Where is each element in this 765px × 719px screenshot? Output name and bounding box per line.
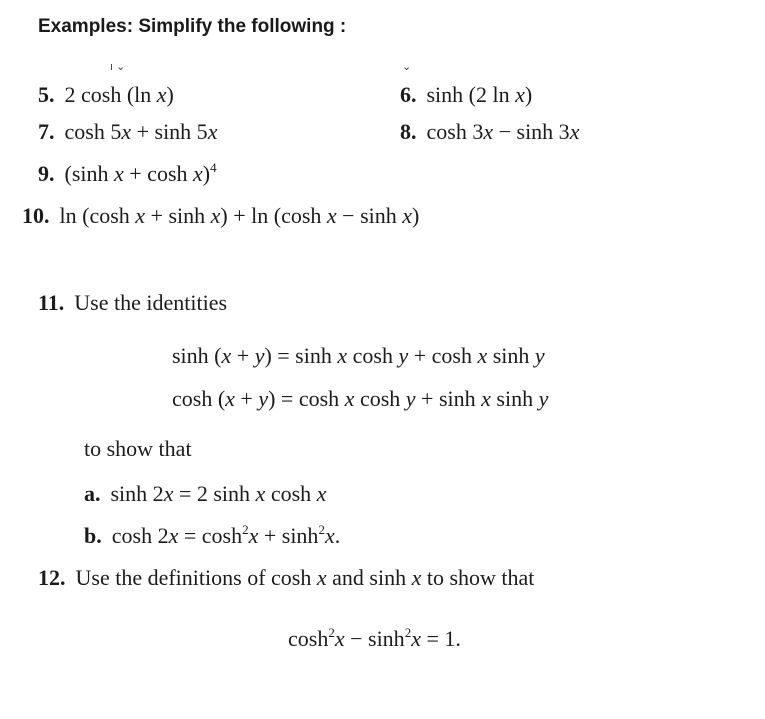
problem-11-intro xyxy=(38,292,227,314)
var-x: x xyxy=(316,481,327,506)
expr-text: ) = cosh xyxy=(268,386,345,411)
expr-text: + sinh xyxy=(145,203,211,228)
pen-mark-right: ⌄ xyxy=(402,61,412,73)
expr-text: ) xyxy=(412,203,420,228)
expr-text: ) xyxy=(524,82,533,107)
var-y: y xyxy=(405,386,416,411)
problem-number: 8. xyxy=(400,119,417,144)
exponent: 2 xyxy=(404,625,412,640)
expr-text: cosh xyxy=(347,343,399,368)
var-x: x xyxy=(121,119,132,144)
expr-text: (sinh xyxy=(64,161,114,186)
expr-text: + sinh xyxy=(258,523,319,548)
page-heading: Examples: Simplify the following : xyxy=(38,16,347,37)
var-x: x xyxy=(411,565,422,590)
exponent: 2 xyxy=(242,522,249,537)
var-x: x xyxy=(344,386,355,411)
var-x: x xyxy=(481,386,491,411)
var-y: y xyxy=(398,343,409,368)
expr-text: + xyxy=(234,386,259,411)
pen-mark-left: ı ⌄ xyxy=(110,61,126,73)
expr-text: + cosh xyxy=(123,161,193,186)
expr-text: cosh ( xyxy=(172,386,226,411)
expr-text: cosh 3 xyxy=(426,119,484,144)
problem-number: 7. xyxy=(38,119,55,144)
problem-7 xyxy=(38,121,217,143)
identity-cosh xyxy=(172,388,548,410)
var-y: y xyxy=(254,343,265,368)
intro-text: Use the identities xyxy=(74,290,228,315)
var-x: x xyxy=(248,523,259,548)
problem-number: 5. xyxy=(38,82,55,107)
exponent: 2 xyxy=(328,625,335,640)
part-a xyxy=(84,483,326,505)
problem-number: 9. xyxy=(38,161,55,186)
var-x: x xyxy=(515,82,525,107)
identity-result xyxy=(288,625,461,651)
var-y: y xyxy=(258,386,269,411)
expr-text: 2 cosh (ln xyxy=(64,82,157,107)
var-x: x xyxy=(114,161,124,186)
expr-text: − sinh xyxy=(344,626,405,651)
problem-12 xyxy=(38,567,534,589)
var-x: x xyxy=(326,203,337,228)
exponent: 2 xyxy=(318,522,325,537)
expr-text: + xyxy=(231,343,255,368)
problem-6 xyxy=(400,84,532,106)
expr-text: and sinh xyxy=(326,565,412,590)
var-x: x xyxy=(193,161,203,186)
expr-text: cosh xyxy=(288,626,329,651)
expr-text: Use the definitions of cosh xyxy=(75,565,317,590)
var-x: x xyxy=(324,523,335,548)
expr-text: − sinh xyxy=(336,203,403,228)
expr-text: sinh ( xyxy=(172,343,222,368)
show-that-text: to show that xyxy=(84,436,192,461)
expr-text: = cosh xyxy=(178,523,243,548)
expr-text: = 1. xyxy=(420,626,461,651)
var-x: x xyxy=(156,82,167,107)
var-x: x xyxy=(334,626,345,651)
var-x: x xyxy=(221,343,232,368)
var-x: x xyxy=(483,119,494,144)
expr-text: ) + ln (cosh xyxy=(220,203,327,228)
problem-number: 11. xyxy=(38,290,65,315)
expr-text: cosh xyxy=(354,386,406,411)
expr-text: = 2 sinh xyxy=(173,481,256,506)
problem-number: 10. xyxy=(22,203,50,228)
expr-text: sinh xyxy=(490,386,539,411)
problem-8 xyxy=(400,121,579,143)
expr-text: + cosh xyxy=(408,343,478,368)
var-x: x xyxy=(207,119,218,144)
expr-text: cosh 5 xyxy=(64,119,122,144)
exponent: 4 xyxy=(210,160,217,175)
problem-9 xyxy=(38,160,217,186)
part-label: b. xyxy=(84,523,102,548)
problem-number: 6. xyxy=(400,82,417,107)
expr-text: cosh 2 xyxy=(111,523,169,548)
problem-number: 12. xyxy=(38,565,66,590)
problem-10 xyxy=(22,205,419,227)
var-x: x xyxy=(411,626,421,651)
var-y: y xyxy=(538,386,549,411)
expr-text: ) xyxy=(166,82,174,107)
part-label: a. xyxy=(84,481,101,506)
expr-text: ) = sinh xyxy=(264,343,338,368)
var-x: x xyxy=(163,481,174,506)
identity-sinh xyxy=(172,345,545,367)
expr-text: cosh xyxy=(265,481,317,506)
expr-text: ln (cosh xyxy=(59,203,136,228)
expr-text: . xyxy=(334,523,341,548)
expr-text: sinh (2 ln xyxy=(426,82,516,107)
part-b xyxy=(84,522,341,548)
expr-text: − sinh 3 xyxy=(493,119,570,144)
expr-text: ) xyxy=(202,161,211,186)
var-x: x xyxy=(210,203,221,228)
var-x: x xyxy=(316,565,327,590)
var-x: x xyxy=(225,386,235,411)
expr-text: to show that xyxy=(421,565,535,590)
var-x: x xyxy=(255,481,266,506)
var-x: x xyxy=(402,203,413,228)
problem-5 xyxy=(38,84,174,106)
expr-text: sinh xyxy=(487,343,535,368)
var-x: x xyxy=(569,119,580,144)
var-x: x xyxy=(477,343,488,368)
var-x: x xyxy=(168,523,179,548)
var-y: y xyxy=(534,343,545,368)
var-x: x xyxy=(135,203,146,228)
expr-text: sinh 2 xyxy=(110,481,164,506)
expr-text: + sinh 5 xyxy=(131,119,208,144)
var-x: x xyxy=(337,343,348,368)
expr-text: + sinh xyxy=(415,386,482,411)
